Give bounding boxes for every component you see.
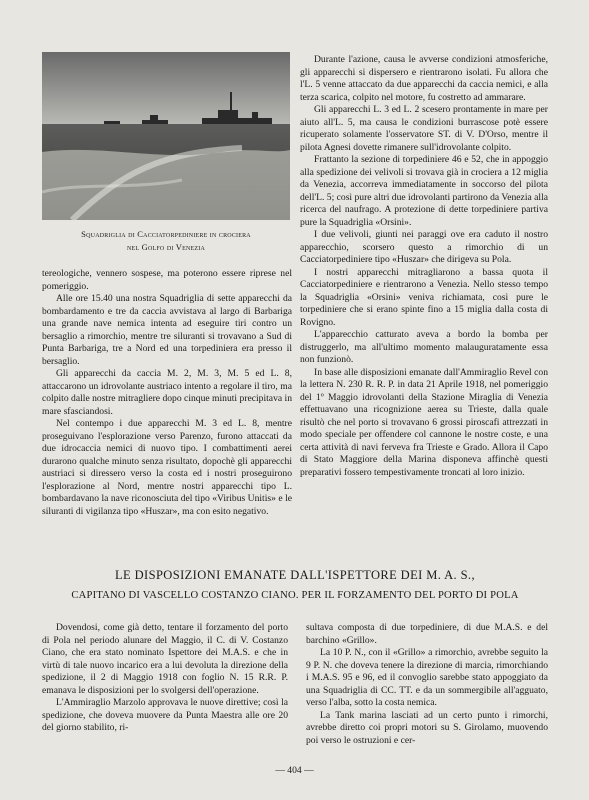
- paragraph: Alle ore 15.40 una nostra Squadriglia di sette apparecchi da bombardamento e tre da caccia avvistava al largo di Barbariga una grande nave nemica intenta ad eseguire tiri contro un bersaglio a rimorchio, mentre tre siluranti si trovavano a Sud di Punta Barbariga, tre a Nord ed una torpediniera era presso il bersaglio.: [42, 293, 292, 367]
- paragraph: Durante l'azione, causa le avverse condizioni atmosferiche, gli apparecchi si dispersero e rientrarono isolati. Fu allora che l'L. 5 venne attaccato da due apparecchi da caccia nemici, e alla terza scarica, colpito nel motore, fu costretto ad ammarare.: [300, 54, 548, 103]
- left-column-top: [42, 268, 292, 518]
- paragraph: sultava composta di due torpediniere, di due M.A.S. e del barchino «Grillo».: [306, 622, 548, 646]
- right-column-top: [300, 54, 548, 479]
- paragraph: La Tank marina lasciati ad un certo punto i rimorchi, avrebbe diretto coi propri motori su S. Girolamo, muovendo poi verso le ostruzioni e cer-: [306, 709, 548, 746]
- paragraph: Frattanto la sezione di torpediniere 46 e 52, che in appoggio alla spedizione dei velivoli si trovava già in crociera a 12 miglia da Venezia, accorreva immediatamente in soccorso del pilota dell'L. 5; così pure altri due idrovolanti partirono da Venezia alla ricerca del naufrago. A protezione di dette torpediniere partiva pure la Squadriglia «Orsini».: [300, 154, 548, 228]
- right-column-bottom: [306, 622, 548, 747]
- paragraph: I due velivoli, giunti nei paraggi ove era caduto il nostro apparecchio, scorsero questo a rimorchio di un Cacciatorpediniere tipo «Huszar» che dirigeva su Pola.: [300, 229, 548, 265]
- paragraph: In base alle disposizioni emanate dall'Ammiraglio Revel con la lettera N. 230 R. R. P. in data 21 Aprile 1918, nel pomeriggio del 1º Maggio idrovolanti della Stazione Miraglia di Venezia effettuavano una ricognizione aerea su Trieste, dalla quale risultò che nel porto si trovavano 6 grossi piroscafi attrezzati in modo speciale per offendere col cannone le nostre coste, e una certa attività di navi ferveva fra Trieste e Grado. Allora il Capo di Stato Maggiore della Marina disponeva affinchè questi preparativi fossero tempestivamente troncati al loro inizio.: [300, 366, 548, 478]
- photo-illustration: [42, 52, 290, 220]
- paragraph: Nel contempo i due apparecchi M. 3 ed L. 8, mentre proseguivano l'esplorazione verso Parenzo, furono attaccati da due idrocaccia nemici di nuovo tipo. I combattimenti aerei durarono qualche minuto senza risultato, dopochè gli apparecchi austriaci si diressero verso la costa ed i nostri proseguirono l'esplorazione al Nord, mentre nostri apparecchi tipo L. bombardavano la nave riconosciuta del tipo «Viribus Unitis» e le siluranti di vigilanza tipo «Huszar», ma con esito negativo.: [42, 418, 292, 517]
- paragraph: I nostri apparecchi mitragliarono a bassa quota il Cacciatorpediniere e rientrarono a Venezia. Nello stesso tempo la Squadriglia «Orsini» veniva richiamata, così pure le torpediniere che si erano spinte fino a 15 miglia dalla costa di Rovigno.: [300, 266, 548, 328]
- section-subheading: CAPITANO DI VASCELLO COSTANZO CIANO. PER IL FORZAMENTO DEL PORTO DI POLA: [71, 590, 519, 601]
- left-column-bottom: [42, 622, 288, 735]
- page-number: — 404 —: [275, 765, 314, 776]
- caption-line-2: nel Golfo di Venezia: [126, 242, 206, 252]
- caption-line-1: Squadriglia di Cacciatorpediniere in crociera: [81, 229, 251, 239]
- paragraph: L'Ammiraglio Marzolo approvava le nuove direttive; così la spedizione, che doveva muovere da Punta Maestra alle ore 20 del giorno stabilito, ri-: [42, 697, 288, 733]
- paragraph: Dovendosi, come già detto, tentare il forzamento del porto di Pola nel periodo alunare del Maggio, il C. di V. Costanzo Ciano, che era stato nominato Ispettore dei M.A.S. e che in virtù di tale nuovo incarico era a lui devoluta la direzione della spedizione, il 2 di Maggio 1918 con foglio N. 15 R.R. P. emanava le disposizioni per lo svolgersi dell'operazione.: [42, 622, 288, 696]
- paragraph: Gli apparecchi da caccia M. 2, M. 3, M. 5 ed L. 8, attaccarono un idrovolante austriaco intento a regolare il tiro, ma colpito dalle nostre mitragliere dopo cinque minuti precipitava in mare sfasciandosi.: [42, 368, 292, 417]
- section-heading: LE DISPOSIZIONI EMANATE DALL'ISPETTORE DEI M. A. S.,: [115, 568, 475, 582]
- photo-caption: [42, 228, 290, 254]
- paragraph: La 10 P. N., con il «Grillo» a rimorchio, avrebbe seguito la 9 P. N. che doveva tenere la direzione di marcia, rimorchiando i M.A.S. 95 e 96, ed il convoglio sarebbe stato appoggiato da una Squadriglia di CC. TT. e da un sommergibile all'agguato, verso l'alba, sotto la costa nemica.: [306, 647, 548, 708]
- destroyer-squadron-photo: [42, 52, 290, 220]
- paragraph: tereologiche, vennero sospese, ma poterono essere riprese nel pomeriggio.: [42, 268, 292, 292]
- paragraph: Gli apparecchi L. 3 ed L. 2 scesero prontamente in mare per aiuto all'L. 5, ma causa le condizioni burrascose potè essere ricuperato solamente l'osservatore ST. di V. D'Orso, mentre il pilota Agnesi dovette rimanere sull'idrovolante colpito.: [300, 104, 548, 153]
- paragraph: L'apparecchio catturato aveva a bordo la bomba per distruggerlo, ma all'ultimo momento malauguratamente essa non funzionò.: [300, 329, 548, 365]
